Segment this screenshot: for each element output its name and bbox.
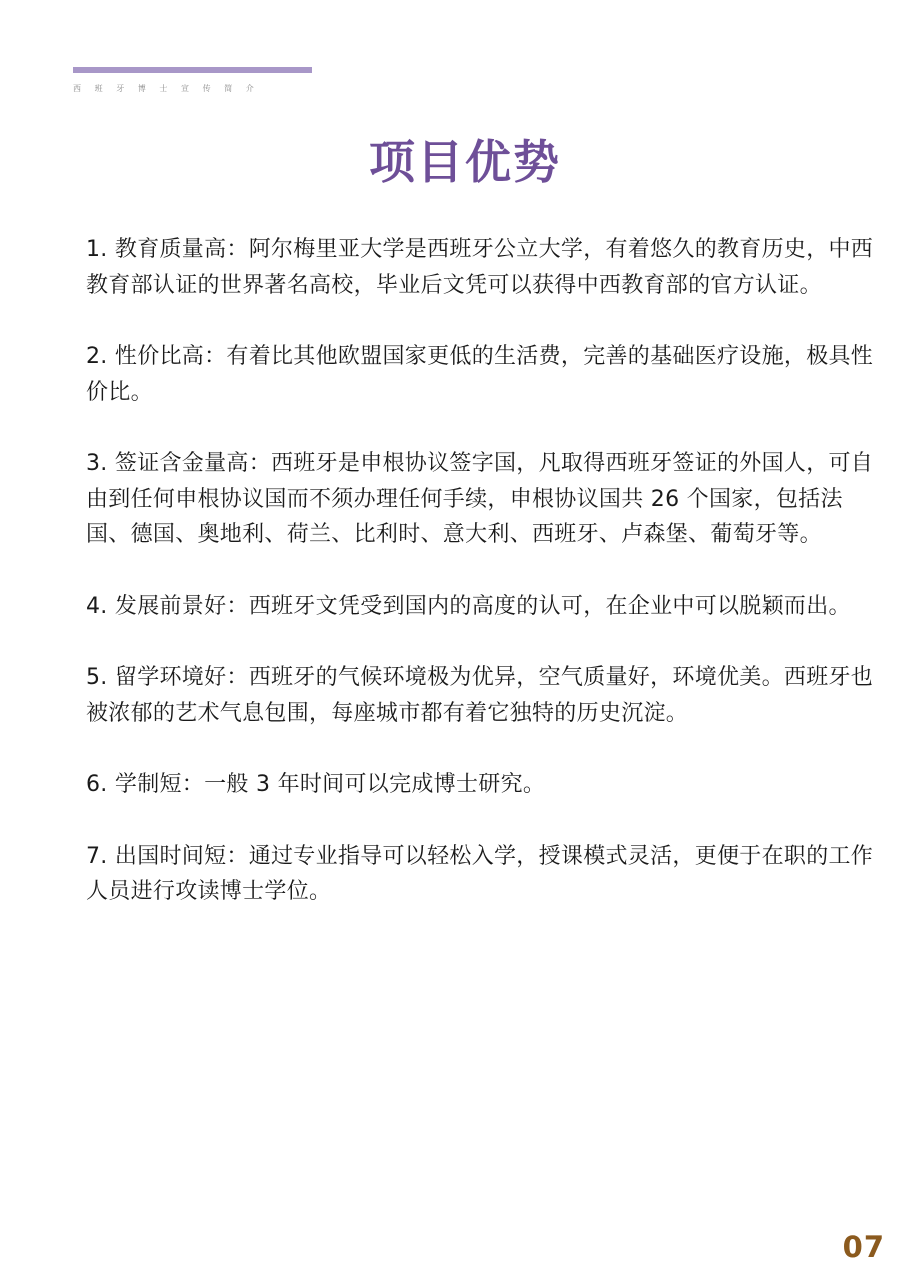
item-number: 6.: [86, 772, 108, 797]
item-number: 7.: [86, 843, 108, 869]
item-body: 有着比其他欧盟国家更低的生活费，完善的基础医疗设施，极具性价比。: [86, 344, 874, 405]
item-heading: 学制短：: [114, 772, 205, 797]
page-title: 项目优势: [369, 135, 561, 189]
header-accent-bar: [73, 67, 312, 73]
list-item-1: [86, 232, 876, 303]
item-heading: 出国时间短：: [114, 843, 249, 869]
item-body: 西班牙是申根协议签字国，凡取得西班牙签证的外国人，可自由到任何申根协议国而不须办理任何手续，申根协议国共 26 个国家，包括法国、德国、奥地利、荷兰、比利时、意大利、西班牙、卢森堡、葡萄牙等。: [86, 451, 874, 547]
list-item-6: [86, 767, 876, 803]
advantages-list: [86, 232, 876, 946]
item-number: 5.: [86, 665, 108, 690]
item-number: 4.: [86, 593, 108, 619]
item-number: 1.: [86, 237, 108, 262]
list-item-2: [86, 339, 876, 410]
item-number: 2.: [86, 344, 108, 369]
item-body: 西班牙的气候环境极为优异，空气质量好，环境优美。西班牙也被浓郁的艺术气息包围，每座城市都有着它独特的历史沉淀。: [86, 665, 874, 726]
list-item-5: [86, 660, 876, 731]
list-item-7: [86, 839, 876, 910]
list-item-4: [86, 589, 876, 625]
header-caption: 西班牙博士宣传简介: [73, 84, 268, 93]
item-body: 阿尔梅里亚大学是西班牙公立大学，有着悠久的教育历史，中西教育部认证的世界著名高校，毕业后文凭可以获得中西教育部的官方认证。: [86, 237, 874, 298]
list-item-3: [86, 446, 876, 553]
item-body: 一般 3 年时间可以完成博士研究。: [204, 772, 546, 797]
item-heading: 留学环境好：: [114, 665, 249, 690]
page-number: 07: [842, 1230, 885, 1264]
item-body: 通过专业指导可以轻松入学，授课模式灵活，更便于在职的工作人员进行攻读博士学位。: [86, 843, 874, 904]
item-heading: 教育质量高：: [114, 237, 249, 262]
item-number: 3.: [86, 451, 108, 476]
item-body: 西班牙文凭受到国内的高度的认可，在企业中可以脱颖而出。: [248, 593, 851, 619]
item-heading: 签证含金量高：: [114, 451, 271, 476]
item-heading: 性价比高：: [114, 344, 227, 369]
item-heading: 发展前景好：: [114, 593, 249, 619]
